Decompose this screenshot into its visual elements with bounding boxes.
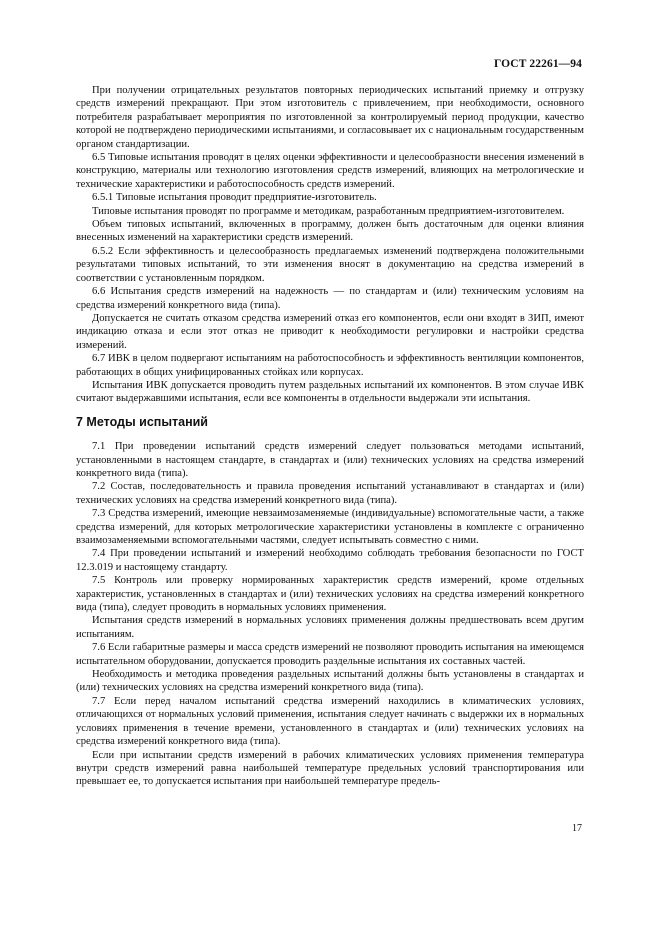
paragraph: Испытания ИВК допускается проводить путем раздельных испытаний их компонентов. В этом случае ИВК считают выдержавшими испытания, если все компоненты в отдельности выдержали эти испытания. [76,379,584,405]
paragraph: При получении отрицательных результатов повторных периодических испытаний приемку и отгрузку средств измерений прекращают. При этом изготовитель с привлечением, при необходимости, основного потребителя разрабатывает мероприятия по изготовленной за контролируемый период продукции, качество которой не подтверждено периодическими испытаниями, и согласовывает их с национальным государственным органом стандартизации. [76,85,584,150]
paragraph: 6.5.2 Если эффективность и целесообразность предлагаемых изменений подтверждена положительными результатами типовых испытаний, то эти изменения вносят в документацию на средства измерений в соответствии с установленным порядком. [76,245,584,284]
paragraph: Типовые испытания проводят по программе и методикам, разработанным предприятием-изготовителем. [92,205,565,217]
paragraph: 7.3 Средства измерений, имеющие невзаимозаменяемые (индивидуальные) вспомогательные части, а также средства измерений, для которых метрологические характеристики установлены в комплекте с ограниченно взаимозаменяемыми вспомогательными частями, следует испытывать совместно с ними. [76,508,584,546]
paragraph: 6.7 ИВК в целом подвергают испытаниям на работоспособность и эффективность вентиляции компонентов, работающих в общих унифицированных стойках или корпусах. [76,353,584,378]
paragraph: 7.6 Если габаритные размеры и масса средств измерений не позволяют проводить испытания на имеющемся испытательном оборудовании, допускается проводить раздельные испытания их составных частей. [76,642,584,667]
paragraph: 7.4 При проведении испытаний и измерений необходимо соблюдать требования безопасности по ГОСТ 12.3.019 и настоящему стандарту. [76,548,584,573]
paragraph: 6.6 Испытания средств измерений на надежность — по стандартам и (или) техническим условиям на средства измерений конкретного вида (типа). [76,286,584,311]
paragraph: Необходимость и методика проведения раздельных испытаний должны быть установлены в стандартах и (или) технических условиях на средства измерений конкретного вида (типа). [76,669,584,694]
paragraph: Испытания средств измерений в нормальных условиях применения должны предшествовать всем другим испытаниям. [76,615,584,640]
paragraph: 7.5 Контроль или проверку нормированных характеристик средств измерений, кроме отдельных характеристик, установленных в стандартах и (или) технических условиях на средства измерений конкретного вида (типа), следует проводить в нормальных условиях применения. [76,575,584,614]
paragraph: Объем типовых испытаний, включенных в программу, должен быть достаточным для оценки влияния внесенных изменений на характеристики средств измерений. [76,219,584,244]
section-heading: 7 Методы испытаний [76,414,208,429]
document-code: ГОСТ 22261—94 [493,58,582,70]
paragraph: Допускается не считать отказом средства измерений отказ его компонентов, если они входят в ЗИП, имеют индикацию отказа и если этот отказ не приводит к необходимости регулировки и настройки средства измерений. [76,312,584,351]
document-body [76,84,584,789]
paragraph: Если при испытании средств измерений в рабочих климатических условиях применения температура внутри средств измерений равна наибольшей температуре предельных условий транспортирования или превышает ее, то допускается испытания при наибольшей температуре предель- [76,749,584,788]
paragraph: 6.5 Типовые испытания проводят в целях оценки эффективности и целесообразности внесения изменений в конструкцию, материалы или технологию изготовления средств измерений, влияющих на метрологические и технические характеристики и работоспособность средств измерений. [76,152,584,190]
paragraph: 6.5.1 Типовые испытания проводит предприятие-изготовитель. [92,192,377,204]
page-number: 17 [572,823,582,834]
paragraph: 7.7 Если перед началом испытаний средства измерений находились в климатических условиях, отличающихся от нормальных условий применения, испытания следует начинать с выдержки их в нормальных условиях применения в течение времени, установленного в стандартах и (или) технических условиях на средства измерений конкретного вида (типа). [76,695,584,748]
paragraph: 7.2 Состав, последовательность и правила проведения испытаний устанавливают в стандартах и (или) технических условиях на средства измерений конкретного вида (типа). [76,481,584,506]
paragraph: 7.1 При проведении испытаний средств измерений следует пользоваться методами испытаний, установленными в настоящем стандарте, в стандартах и (или) технических условиях на средства измерений конкретного вида (типа). [76,441,584,479]
